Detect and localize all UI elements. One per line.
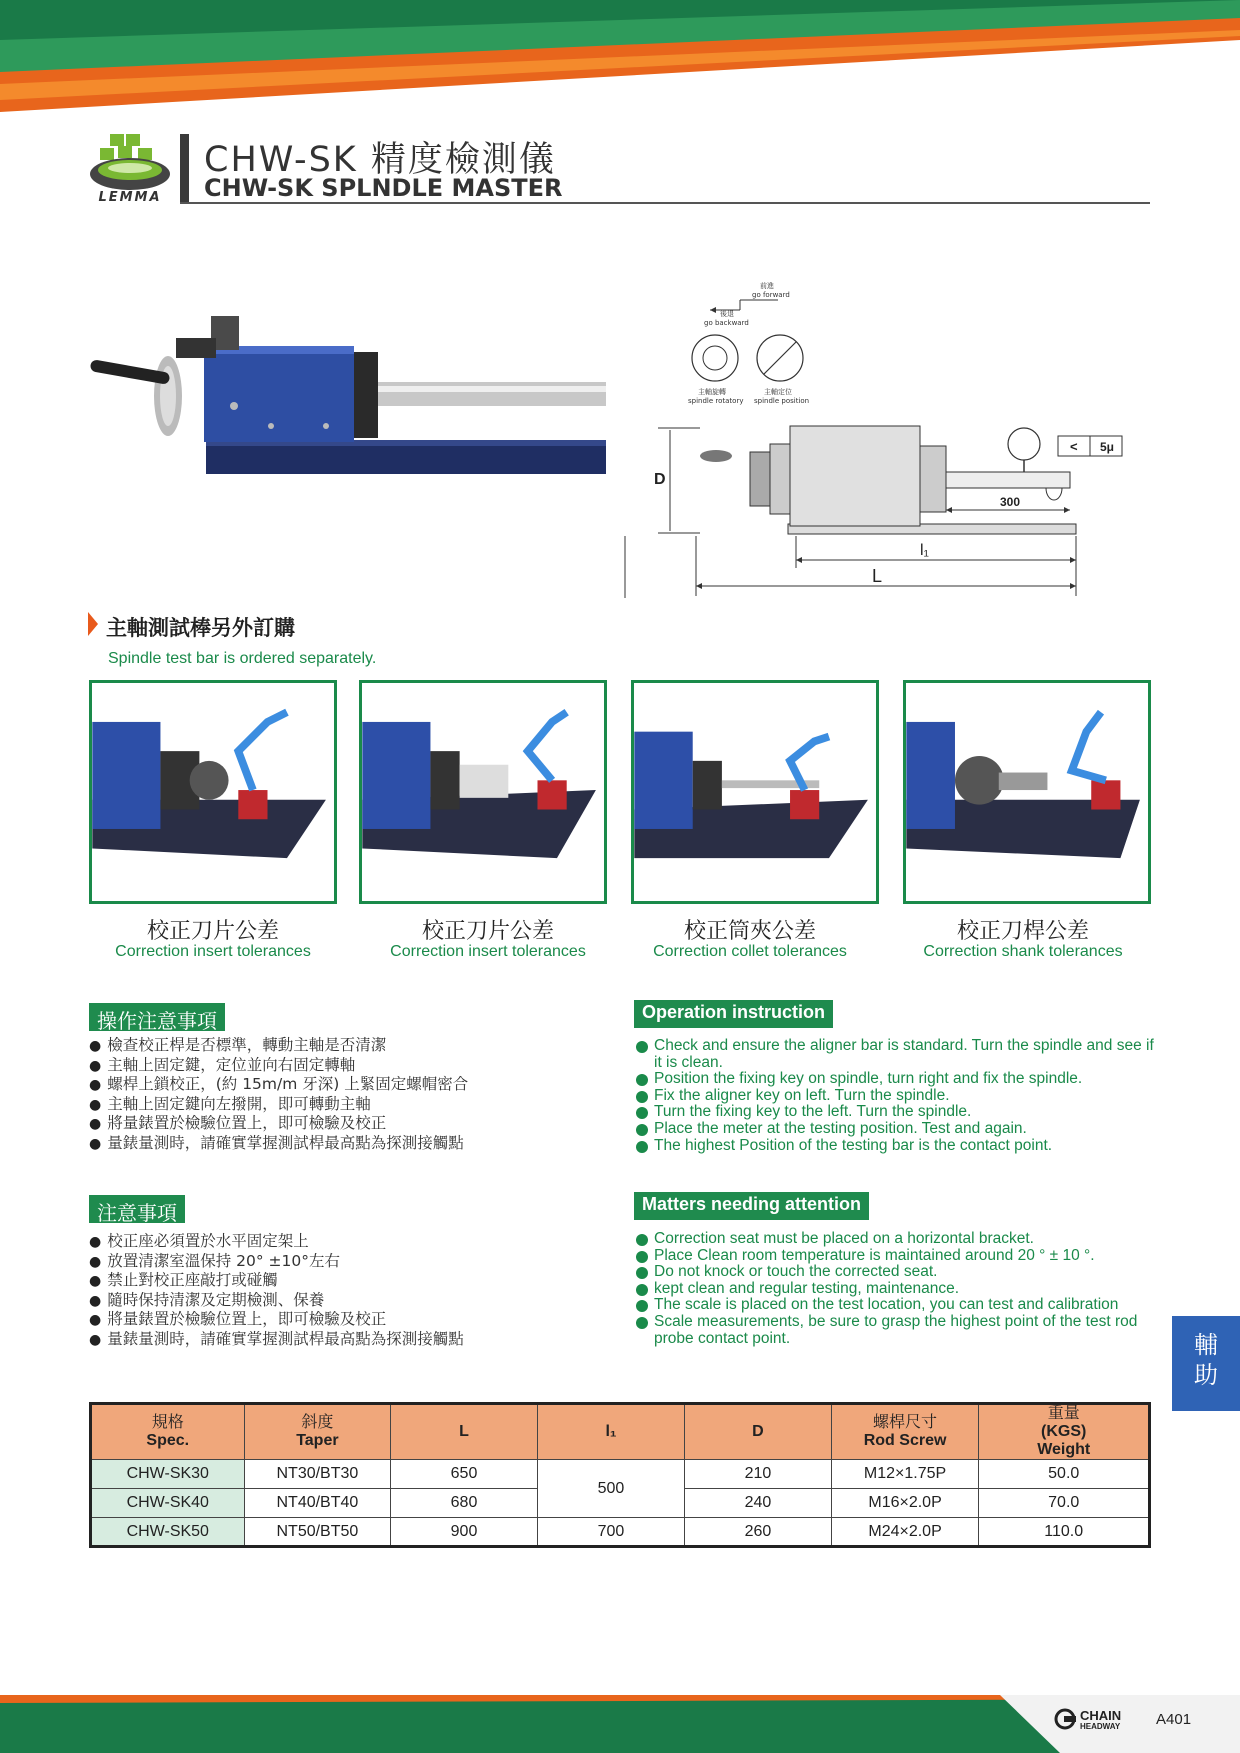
diagram-dim-300: 300: [1000, 495, 1021, 509]
operation-list-en: [634, 1038, 1154, 1154]
operation-zh-item: ● 檢查校正桿是否標準，轉動主軸是否清潔: [89, 1036, 629, 1056]
section-arrow-icon: [88, 612, 98, 636]
cell-weight: 110.0: [979, 1518, 1150, 1547]
cell-l1: 500: [537, 1460, 684, 1518]
cell-weight: 50.0: [979, 1460, 1150, 1489]
attention-list-zh: [89, 1232, 629, 1349]
top-banner: [0, 0, 1240, 120]
header-d: D: [685, 1404, 831, 1460]
technical-diagram: [654, 278, 1160, 598]
side-tab-line1: 輔: [1194, 1331, 1218, 1359]
operation-en-item: Check and ensure the aligner bar is standard. Turn the spindle and see if it is clean.: [634, 1038, 1154, 1071]
attention-en-item: Place Clean room temperature is maintained around 20 ° ± 10 °.: [634, 1248, 1154, 1265]
card-4-caption-zh: 校正刀桿公差: [956, 919, 1089, 944]
diagram-spindle-position-zh: 主軸定位: [764, 388, 792, 396]
card-3-caption-en: Correction collet tolerances: [653, 943, 847, 960]
test-bar-title-en: Spindle test bar is ordered separately.: [108, 650, 377, 667]
attention-zh-item: ● 量錶量測時，請確實掌握測試桿最高點為探測接觸點: [89, 1330, 629, 1350]
diagram-dim-d: D: [654, 471, 666, 488]
cell-l: 680: [391, 1489, 537, 1518]
diagram-dim-l1: l₁: [920, 542, 929, 559]
attention-heading-en: Matters needing attention: [634, 1192, 869, 1220]
cell-d: 240: [685, 1489, 831, 1518]
logo-text: LEMMA: [98, 190, 162, 205]
attention-zh-item: ● 隨時保持清潔及定期檢測、保養: [89, 1291, 629, 1311]
table-header-row: [91, 1404, 1150, 1460]
attention-zh-item: ● 禁止對校正座敲打或碰觸: [89, 1271, 629, 1291]
operation-zh-item: ● 將量錶置於檢驗位置上，即可檢驗及校正: [89, 1114, 629, 1134]
brand-name: [1080, 1710, 1121, 1732]
photo-card-3: [631, 680, 879, 904]
diagram-go-forward-en: go forward: [752, 291, 790, 299]
operation-heading-zh: 操作注意事項: [89, 1003, 225, 1031]
attention-en-item: kept clean and regular testing, maintenance.: [634, 1281, 1154, 1298]
collet-tolerance-photo: [634, 683, 876, 901]
attention-zh-item: ● 將量錶置於檢驗位置上，即可檢驗及校正: [89, 1310, 629, 1330]
page-title-zh: CHW-SK 精度檢測儀: [204, 140, 556, 180]
attention-en-item: The scale is placed on the test location, you can test and calibration: [634, 1297, 1154, 1314]
cell-weight: 70.0: [979, 1489, 1150, 1518]
attention-zh-item: ● 放置清潔室溫保持 20° ±10°左右: [89, 1252, 629, 1272]
diagram-tolerance: 5μ: [1100, 440, 1115, 454]
card-2-caption-zh: 校正刀片公差: [421, 919, 554, 944]
title-rule: [180, 202, 1150, 204]
header-spec: 規格 Spec.: [91, 1404, 245, 1460]
header-l: L: [391, 1404, 537, 1460]
header-l1: l₁: [537, 1404, 684, 1460]
attention-heading-zh: 注意事項: [89, 1195, 185, 1223]
cell-spec: CHW-SK30: [91, 1460, 245, 1489]
product-photo: [86, 316, 606, 486]
cell-spec: CHW-SK40: [91, 1489, 245, 1518]
cell-screw: M16×2.0P: [831, 1489, 979, 1518]
operation-zh-item: ● 螺桿上鎖校正，(約 15m/m 牙深) 上緊固定螺帽密合: [89, 1075, 629, 1095]
brand-line1: CHAIN: [1080, 1708, 1122, 1723]
photo-card-2: [359, 680, 607, 904]
cell-spec: CHW-SK50: [91, 1518, 245, 1547]
diagram-dim-l: L: [872, 566, 883, 586]
header-weight: 重量 (KGS) Weight: [979, 1404, 1150, 1460]
card-1-caption-en: Correction insert tolerances: [115, 943, 311, 960]
operation-zh-item: ● 主軸上固定鍵，定位並向右固定轉軸: [89, 1056, 629, 1076]
shank-tolerance-photo: [906, 683, 1148, 901]
card-4-caption-en: Correction shank tolerances: [923, 943, 1123, 960]
cell-d: 260: [685, 1518, 831, 1547]
cell-screw: M12×1.75P: [831, 1460, 979, 1489]
diagram-spindle-rotatory-zh: 主軸旋轉: [698, 388, 726, 396]
header-taper: 斜度 Taper: [244, 1404, 391, 1460]
cell-l: 650: [391, 1460, 537, 1489]
cell-taper: NT40/BT40: [244, 1489, 391, 1518]
side-tab[interactable]: [1172, 1316, 1240, 1411]
operation-en-item: Place the meter at the testing position. Test and again.: [634, 1121, 1154, 1138]
title-accent-bar: [180, 134, 189, 204]
cell-l1: 700: [537, 1518, 684, 1547]
operation-en-item: The highest Position of the testing bar is the contact point.: [634, 1138, 1154, 1155]
cell-taper: NT50/BT50: [244, 1518, 391, 1547]
header-rod-screw: 螺桿尺寸 Rod Screw: [831, 1404, 979, 1460]
side-tab-line2: 助: [1194, 1361, 1218, 1389]
operation-list-zh: [89, 1036, 629, 1153]
operation-en-item: Fix the aligner key on left. Turn the spindle.: [634, 1088, 1154, 1105]
cell-l: 900: [391, 1518, 537, 1547]
table-row: [91, 1518, 1150, 1547]
operation-zh-item: ● 量錶量測時，請確實掌握測試桿最高點為探測接觸點: [89, 1134, 629, 1154]
diagram-go-forward-zh: 前進: [760, 282, 774, 290]
diagram-less-than: <: [1070, 439, 1078, 454]
diagram-spindle-rotatory-en: spindle rotatory: [688, 397, 744, 405]
attention-list-en: [634, 1231, 1154, 1347]
chain-headway-logo-icon: [1054, 1708, 1076, 1730]
operation-en-item: Turn the fixing key to the left. Turn the spindle.: [634, 1104, 1154, 1121]
attention-en-item: Scale measurements, be sure to grasp the highest point of the test rod probe contact point.: [634, 1314, 1154, 1347]
cell-d: 210: [685, 1460, 831, 1489]
cell-screw: M24×2.0P: [831, 1518, 979, 1547]
table-row: [91, 1460, 1150, 1489]
card-3-caption-zh: 校正筒夾公差: [683, 919, 816, 944]
page-number: A401: [1156, 1711, 1192, 1728]
insert-tolerance-photo: [92, 683, 334, 901]
photo-card-1: [89, 680, 337, 904]
page-title-en: CHW-SK SPLNDLE MASTER: [204, 174, 563, 202]
photo-card-4: [903, 680, 1151, 904]
operation-en-item: Position the fixing key on spindle, turn right and fix the spindle.: [634, 1071, 1154, 1088]
attention-en-item: Correction seat must be placed on a horizontal bracket.: [634, 1231, 1154, 1248]
cell-taper: NT30/BT30: [244, 1460, 391, 1489]
operation-heading-en: Operation instruction: [634, 1000, 833, 1028]
brand-line2: HEADWAY: [1080, 1722, 1121, 1731]
insert-tolerance-photo-2: [362, 683, 604, 901]
diagram-spindle-position-en: spindle position: [754, 397, 810, 405]
test-bar-title-zh: 主軸測試棒另外訂購: [106, 616, 295, 640]
diagram-go-backward-zh: 後退: [720, 310, 734, 318]
card-1-caption-zh: 校正刀片公差: [146, 919, 279, 944]
attention-zh-item: ● 校正座必須置於水平固定架上: [89, 1232, 629, 1252]
spec-table: [89, 1402, 1151, 1548]
card-2-caption-en: Correction insert tolerances: [390, 943, 586, 960]
operation-zh-item: ● 主軸上固定鍵向左撥開，即可轉動主軸: [89, 1095, 629, 1115]
attention-en-item: Do not knock or touch the corrected seat.: [634, 1264, 1154, 1281]
diagram-go-backward-en: go backward: [704, 319, 749, 327]
